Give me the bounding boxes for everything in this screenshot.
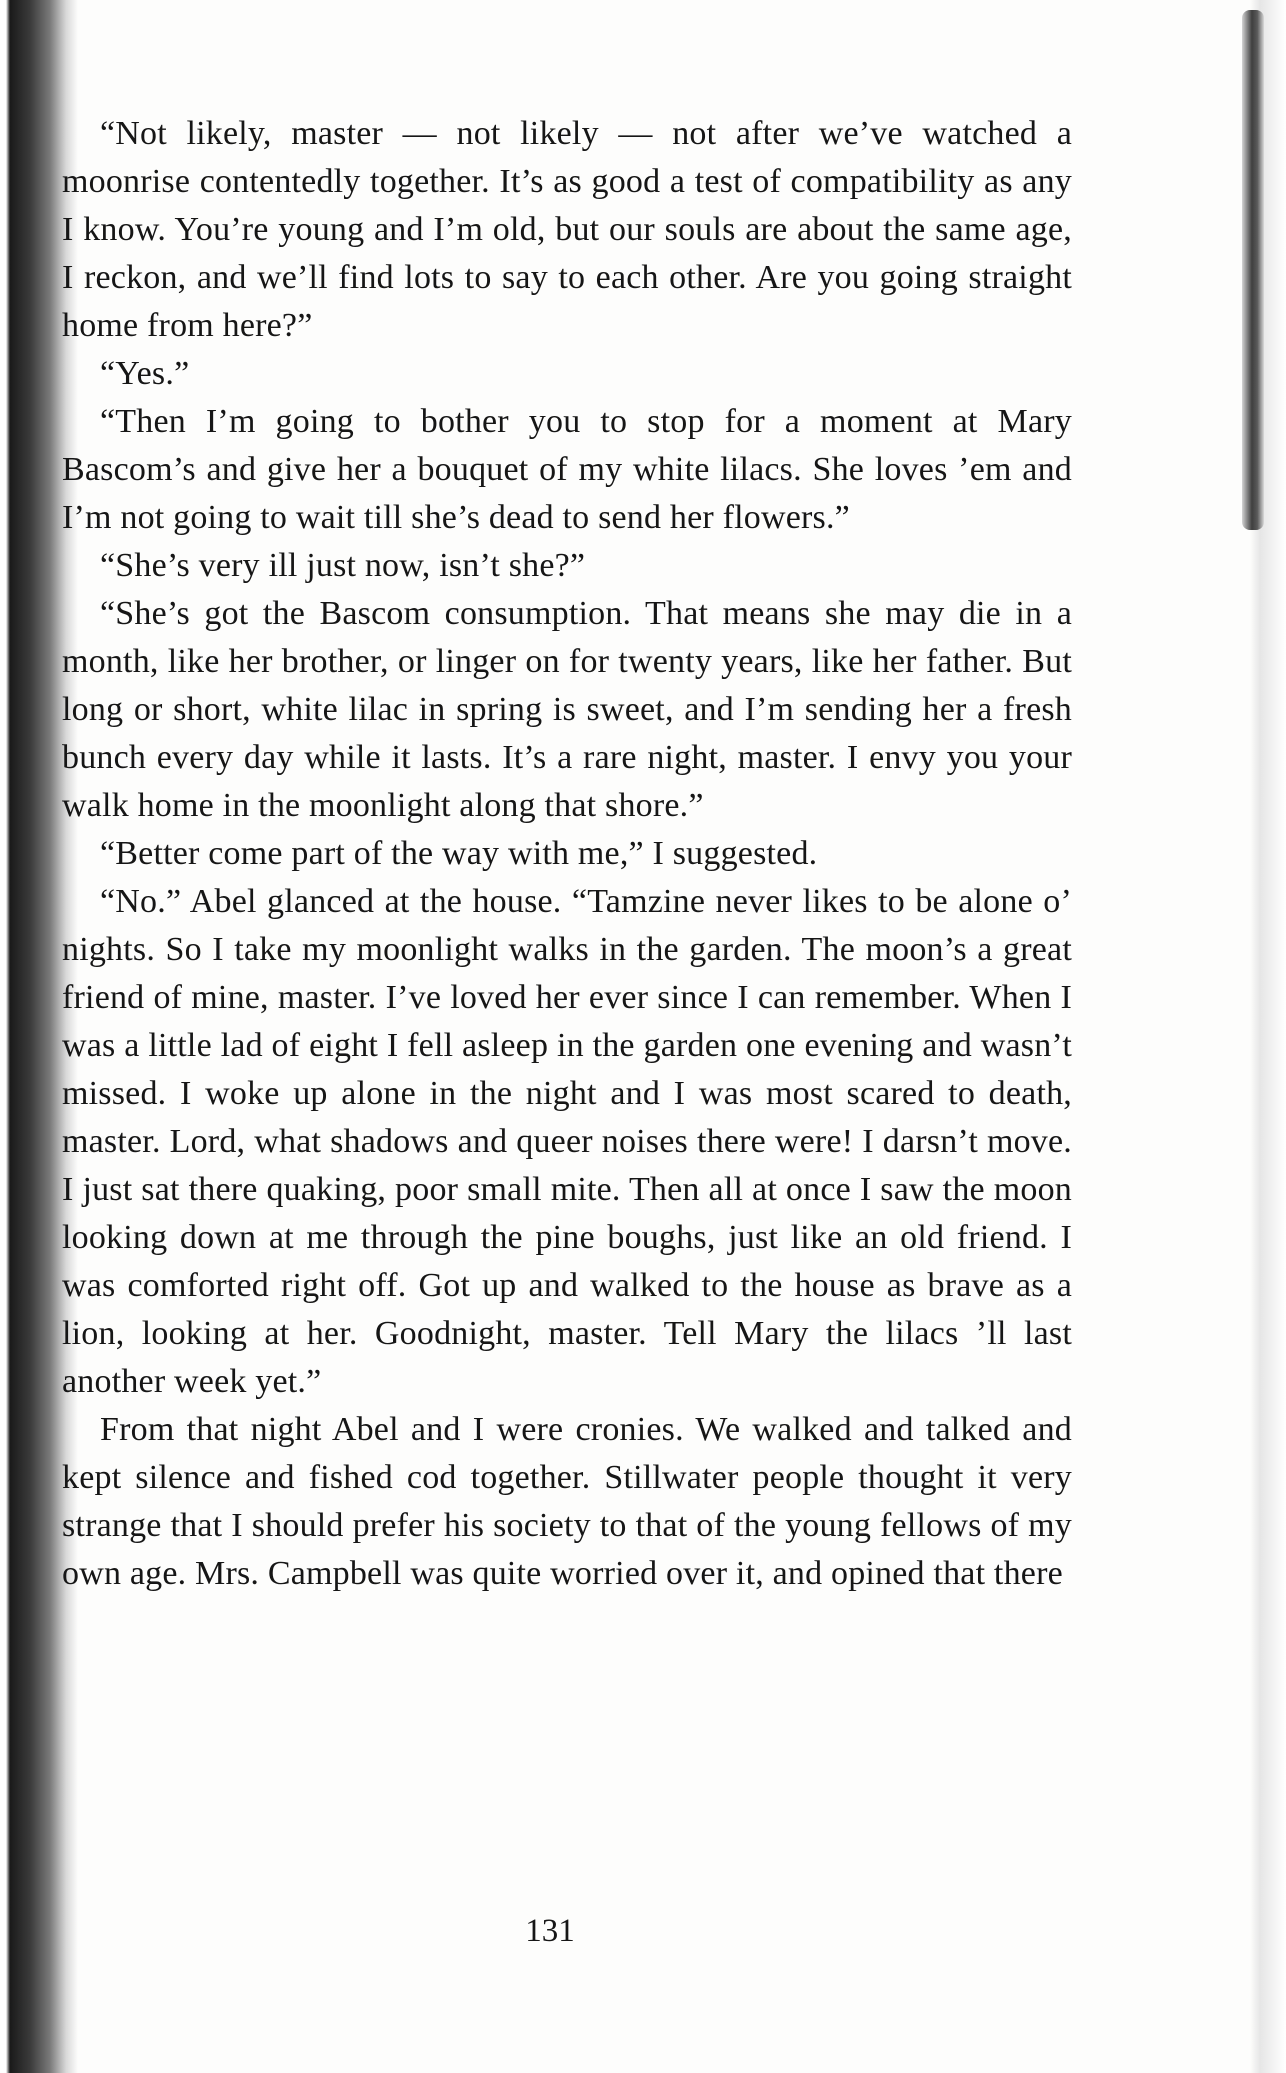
paragraph-8: From that night Abel and I were cronies. We walked and talked and kept silence and fished cod together. Stillwater people thought it very strange that I should prefer his society to that of the young fellows of my own age. Mrs. Campbell was quite worried over it, and opined that there — [62, 1411, 1072, 1592]
paragraph-4: “She’s very ill just now, isn’t she?” — [100, 547, 586, 584]
paragraph-1: “Not likely, master — not likely — not after we’ve watched a moonrise contentedly together. It’s as good a test of compatibility as any I know. You’re young and I’m old, but our souls are about the same age, I reckon, and we’ll find lots to say to each other. Are you going straight home from here?” — [62, 115, 1072, 344]
paragraph-3: “Then I’m going to bother you to stop for a moment at Mary Bascom’s and give her a bouquet of my white lilacs. She loves ’em and I’m not going to wait till she’s dead to send her flowers.” — [62, 403, 1072, 536]
paragraph-7: “No.” Abel glanced at the house. “Tamzine never likes to be alone o’ nights. So I take my moonlight walks in the garden. The moon’s a great friend of mine, master. I’ve loved her ever since I can remember. When I was a little lad of eight I fell asleep in the garden one evening and wasn’t missed. I woke up alone in the night and I was most scared to death, master. Lord, what shadows and queer noises there were! I darsn’t move. I just sat there quaking, poor small mite. Then all at once I saw the moon looking down at me through the pine boughs, just like an old friend. I was comforted right off. Got up and walked to the house as brave as a lion, looking at her. Goodnight, master. Tell Mary the lilacs ’ll last another week yet.” — [62, 883, 1072, 1400]
paragraph-6: “Better come part of the way with me,” I suggested. — [100, 835, 818, 872]
scan-edge-mark — [1242, 10, 1264, 530]
body-text — [62, 110, 1072, 1598]
paragraph-5: “She’s got the Bascom consumption. That means she may die in a month, like her brother, or linger on for twenty years, like her father. But long or short, white lilac in spring is sweet, and I’m sending her a fresh bunch every day while it lasts. It’s a rare night, master. I envy you your walk home in the moonlight along that shore.” — [62, 595, 1072, 824]
paragraph-2: “Yes.” — [100, 355, 190, 392]
page-number: 131 — [525, 1913, 575, 1949]
